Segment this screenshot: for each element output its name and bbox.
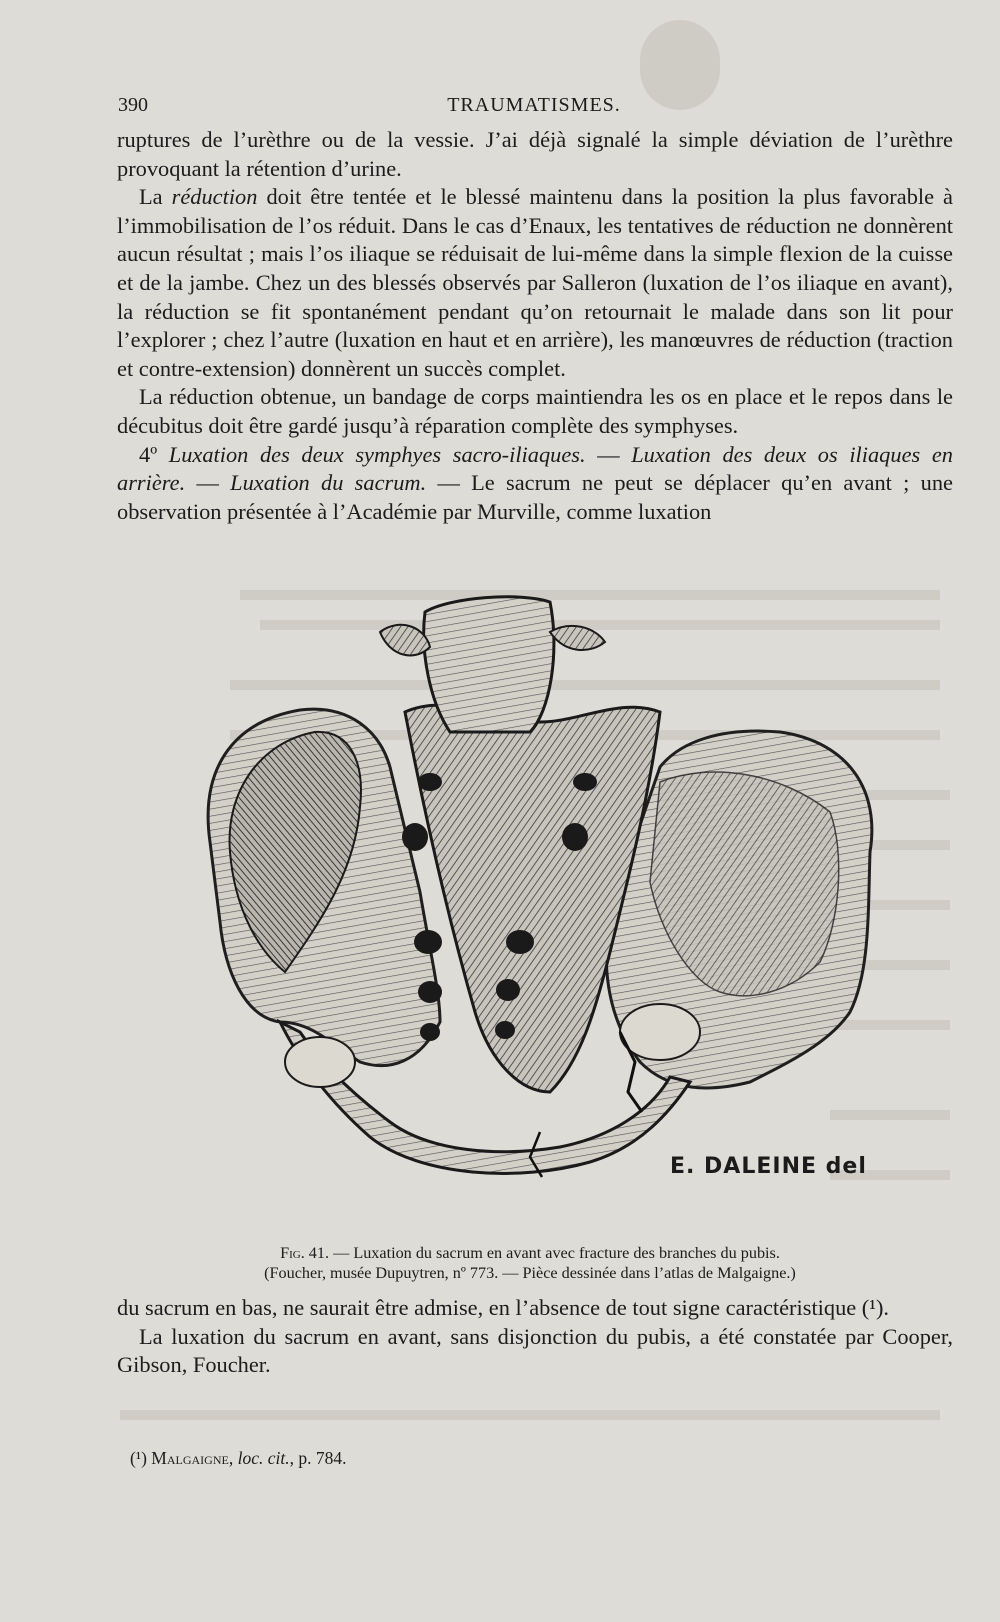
paragraph-4: 4º Luxation des deux symphyes sacro-iliaques. — Luxation des deux os iliaques en arrière. — Luxation du sacrum. — Le sacrum ne peut se déplacer qu’en avant ; une observation présentée à l’Académie par Murville, comme luxation [117,441,953,524]
caption-line-1: Fig. 41. — Luxation du sacrum en avant avec fracture des branches du pubis. [280,1244,780,1262]
running-title: TRAUMATISMES. [447,94,621,116]
footnote: (¹) Malgaigne, loc. cit., p. 784. [130,1448,347,1468]
paragraph-5: du sacrum en bas, ne saurait être admise, en l’absence de tout signe caractéristique (¹). [117,1295,890,1320]
paragraph-3: La réduction obtenue, un bandage de corps maintiendra les os en place et le repos dans le décubitus doit être gardé jusqu’à réparation complète des symphyses. [117,384,953,438]
body-text-top [117,126,953,526]
figure-caption [150,1243,910,1283]
page-header [118,94,950,124]
paragraph-6: La luxation du sacrum en avant, sans disjonction du pubis, a été constatée par Cooper, Gibson, Foucher. [117,1323,953,1378]
left-obturator-foramen [285,1037,355,1087]
page-number: 390 [118,94,148,116]
figure-label: Fig. 41. [280,1244,330,1262]
pelvis-illustration [190,592,890,1212]
body-text-bottom [117,1294,953,1380]
paragraph-2: La réduction doit être tentée et le blessé maintenu dans la position la plus favorable à l’immobilisation de l’os réduit. Dans le cas d’Enaux, les tentatives de réduction ne donnèrent aucun résultat ; mais l’os iliaque se réduisait de lui-même dans la simple flexion de la cuisse et de la jambe. Chez un des blessés observés par Salleron (luxation de l’os iliaque en avant), la réduction se fit spontanément pendant qu’on retournait le malade dans son lit pour l’explorer ; chez l’autre (luxation en haut et en arrière), les manœuvres de réduction (traction et contre-extension) donnèrent un succès complet. [117,184,954,381]
engraver-signature: E. DALEINE del [670,1154,867,1179]
paragraph-1: ruptures de l’urèthre ou de la vessie. J’ai déjà signalé la simple déviation de l’urèthre provoquant la rétention d’urine. [117,127,953,181]
right-obturator-foramen [620,1004,700,1060]
lumbar-vertebra [424,597,554,732]
emphasis-reduction: réduction [171,184,258,210]
transverse-process-right [550,626,605,650]
caption-line-2: (Foucher, musée Dupuytren, nº 773. — Pièce dessinée dans l’atlas de Malgaigne.) [264,1264,796,1282]
pelvis-engraving-figure [190,592,890,1212]
footnote-author: Malgaigne [151,1448,229,1468]
